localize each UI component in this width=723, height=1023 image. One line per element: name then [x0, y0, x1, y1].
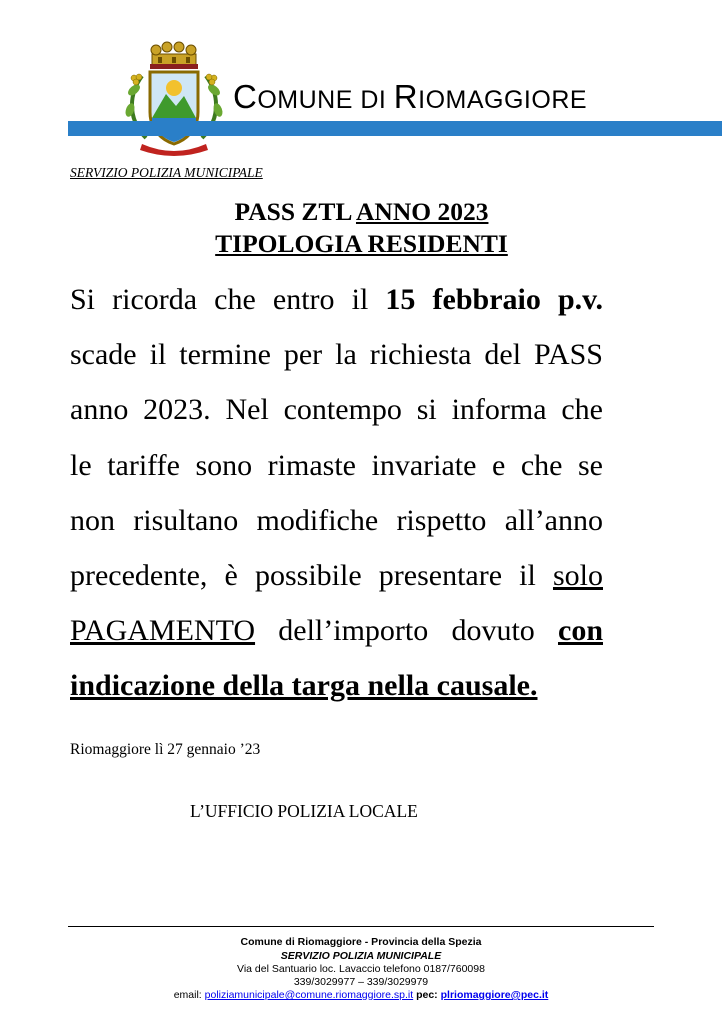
- body-line-8: [70, 658, 603, 713]
- causale-emphasis: indicazione della targa nella causale.: [70, 669, 538, 703]
- pec-label: pec:: [413, 989, 441, 1001]
- email-label: email:: [173, 989, 205, 1001]
- body-line-1: Si ricorda che entro il 15 febbraio p.v.: [70, 283, 603, 316]
- date-line: Riomaggiore lì 27 gennaio ’23: [70, 741, 261, 758]
- footer-municipality: Comune di Riomaggiore - Provincia della Spezia: [240, 936, 482, 948]
- org-initial-2: R: [393, 78, 419, 115]
- footer-service: SERVIZIO POLIZIA MUNICIPALE: [280, 950, 442, 962]
- footer-divider: [68, 926, 654, 927]
- body-line-5: non risultano modifiche rispetto all’anno: [70, 503, 603, 537]
- body-line-2: scade il termine per la richiesta del PASS: [70, 338, 603, 372]
- notice-title-line-1: [0, 197, 723, 227]
- deadline-date: 15 febbraio p.v.: [385, 283, 603, 316]
- title-plain: PASS ZTL: [234, 197, 356, 226]
- municipality-title: [233, 78, 587, 116]
- footer-phones: 339/3029977 – 339/3029979: [293, 976, 429, 988]
- notice-body: [70, 272, 603, 714]
- body-line-4: le tariffe sono rimaste invariate e che se: [70, 448, 603, 482]
- con-emphasis: con: [558, 614, 603, 648]
- pec-link[interactable]: plriomaggiore@pec.it: [440, 989, 549, 1001]
- solo-emphasis: solo: [552, 558, 603, 592]
- footer-address: Via del Santuario loc. Lavaccio telefono 0187/760098: [237, 963, 485, 975]
- notice-title-line-2: [0, 229, 723, 259]
- pagamento-emphasis: PAGAMENTO: [70, 614, 256, 648]
- title-year: ANNO 2023: [355, 197, 489, 226]
- title-type: TIPOLOGIA RESIDENTI: [215, 229, 508, 258]
- org-rest-2: IOMAGGIORE: [418, 86, 588, 114]
- signature-office: L’UFFICIO POLIZIA LOCALE: [190, 801, 418, 821]
- org-initial-1: C: [233, 78, 258, 115]
- email-link[interactable]: poliziamunicipale@comune.riomaggiore.sp.it: [204, 989, 414, 1001]
- body-line-7: PAGAMENTO dell’importo dovuto con: [70, 614, 603, 648]
- footer-contacts: [68, 989, 654, 1001]
- service-label: SERVIZIO POLIZIA MUNICIPALE: [70, 165, 263, 180]
- org-rest-1: OMUNE DI: [257, 86, 394, 114]
- crown-icon: [150, 42, 198, 69]
- body-line-6: precedente, è possibile presentare il solo: [70, 558, 603, 592]
- ribbon-icon: [140, 144, 208, 156]
- body-line-3: anno 2023. Nel contempo si informa che: [70, 393, 603, 427]
- header-blue-bar: [68, 121, 722, 136]
- riomaggiore-crest-icon: [120, 40, 228, 156]
